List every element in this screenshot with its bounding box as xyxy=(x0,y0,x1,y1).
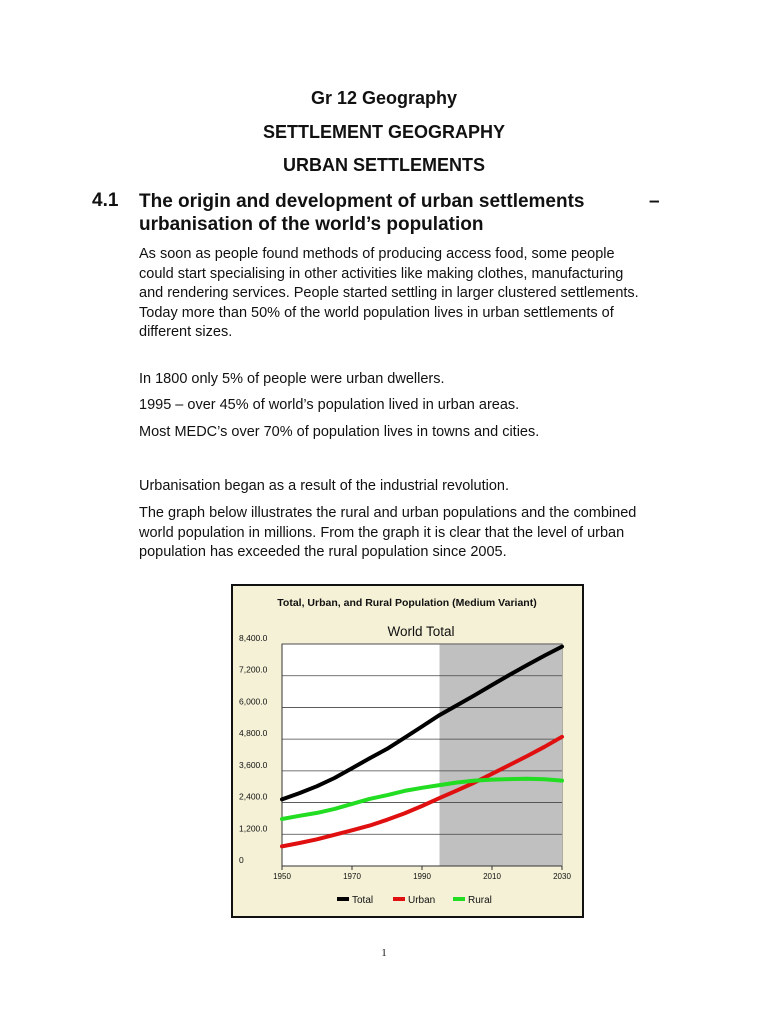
page-number: 1 xyxy=(381,947,387,959)
x-tick-label: 1950 xyxy=(273,872,291,881)
graph-intro-line: population has exceeded the rural population since 2005. xyxy=(139,544,507,561)
section-title-line2: urbanisation of the world’s population xyxy=(139,214,484,235)
y-tick-label: 8,400.0 xyxy=(239,633,268,643)
fact-1800: In 1800 only 5% of people were urban dwellers. xyxy=(139,371,445,387)
section-title-line1: The origin and development of urban settlements xyxy=(139,191,585,212)
intro-line: As soon as people found methods of producing access food, some people xyxy=(139,246,615,262)
projection-shading xyxy=(440,644,563,866)
legend-label-urban: Urban xyxy=(408,895,436,906)
y-tick-label: 4,800.0 xyxy=(239,728,268,739)
y-tick-label: 3,600.0 xyxy=(239,759,268,770)
x-tick-label: 2030 xyxy=(553,872,571,881)
intro-paragraph xyxy=(139,245,675,343)
graph-intro-line: The graph below illustrates the rural and urban populations and the combined xyxy=(139,505,637,521)
section-title xyxy=(139,190,679,236)
y-tick-label: 6,000.0 xyxy=(239,696,268,707)
section-number: 4.1 xyxy=(92,190,119,211)
subject-heading: Gr 12 Geography xyxy=(310,88,458,108)
topic-heading: SETTLEMENT GEOGRAPHY xyxy=(262,122,505,142)
chart-title: Total, Urban, and Rural Population (Medium Variant) xyxy=(277,597,537,609)
graph-intro-line: world population in millions. From the graph it is clear that the level of urban xyxy=(139,524,625,541)
y-tick-label: 7,200.0 xyxy=(239,664,268,675)
intro-line: could start specialising in other activities like making clothes, manufacturing xyxy=(139,265,624,282)
graph-intro-paragraph xyxy=(139,504,675,563)
intro-line: and rendering services. People started settling in larger clustered settlements. xyxy=(139,285,639,302)
y-tick-label: 1,200.0 xyxy=(239,823,268,834)
population-chart xyxy=(231,584,584,918)
fact-1995: 1995 – over 45% of world’s population lived in urban areas. xyxy=(139,397,520,413)
industrial-revolution-text: Urbanisation began as a result of the industrial revolution. xyxy=(139,478,509,494)
subtopic-heading: URBAN SETTLEMENTS xyxy=(283,155,485,175)
section-title-dash: – xyxy=(649,191,660,212)
chart-subtitle: World Total xyxy=(387,624,455,639)
legend-label-rural: Rural xyxy=(468,895,492,906)
x-tick-label: 1990 xyxy=(413,872,431,881)
x-tick-label: 2010 xyxy=(483,872,501,881)
y-tick-label: 2,400.0 xyxy=(239,791,268,802)
x-tick-label: 1970 xyxy=(343,872,361,881)
legend-label-total: Total xyxy=(352,895,374,906)
intro-line: different sizes. xyxy=(139,324,233,341)
y-tick-label: 0 xyxy=(239,855,244,865)
population-chart-svg xyxy=(233,586,582,916)
intro-line: Today more than 50% of the world population lives in urban settlements of xyxy=(139,304,614,321)
fact-medc: Most MEDC’s over 70% of population lives in towns and cities. xyxy=(139,424,540,440)
